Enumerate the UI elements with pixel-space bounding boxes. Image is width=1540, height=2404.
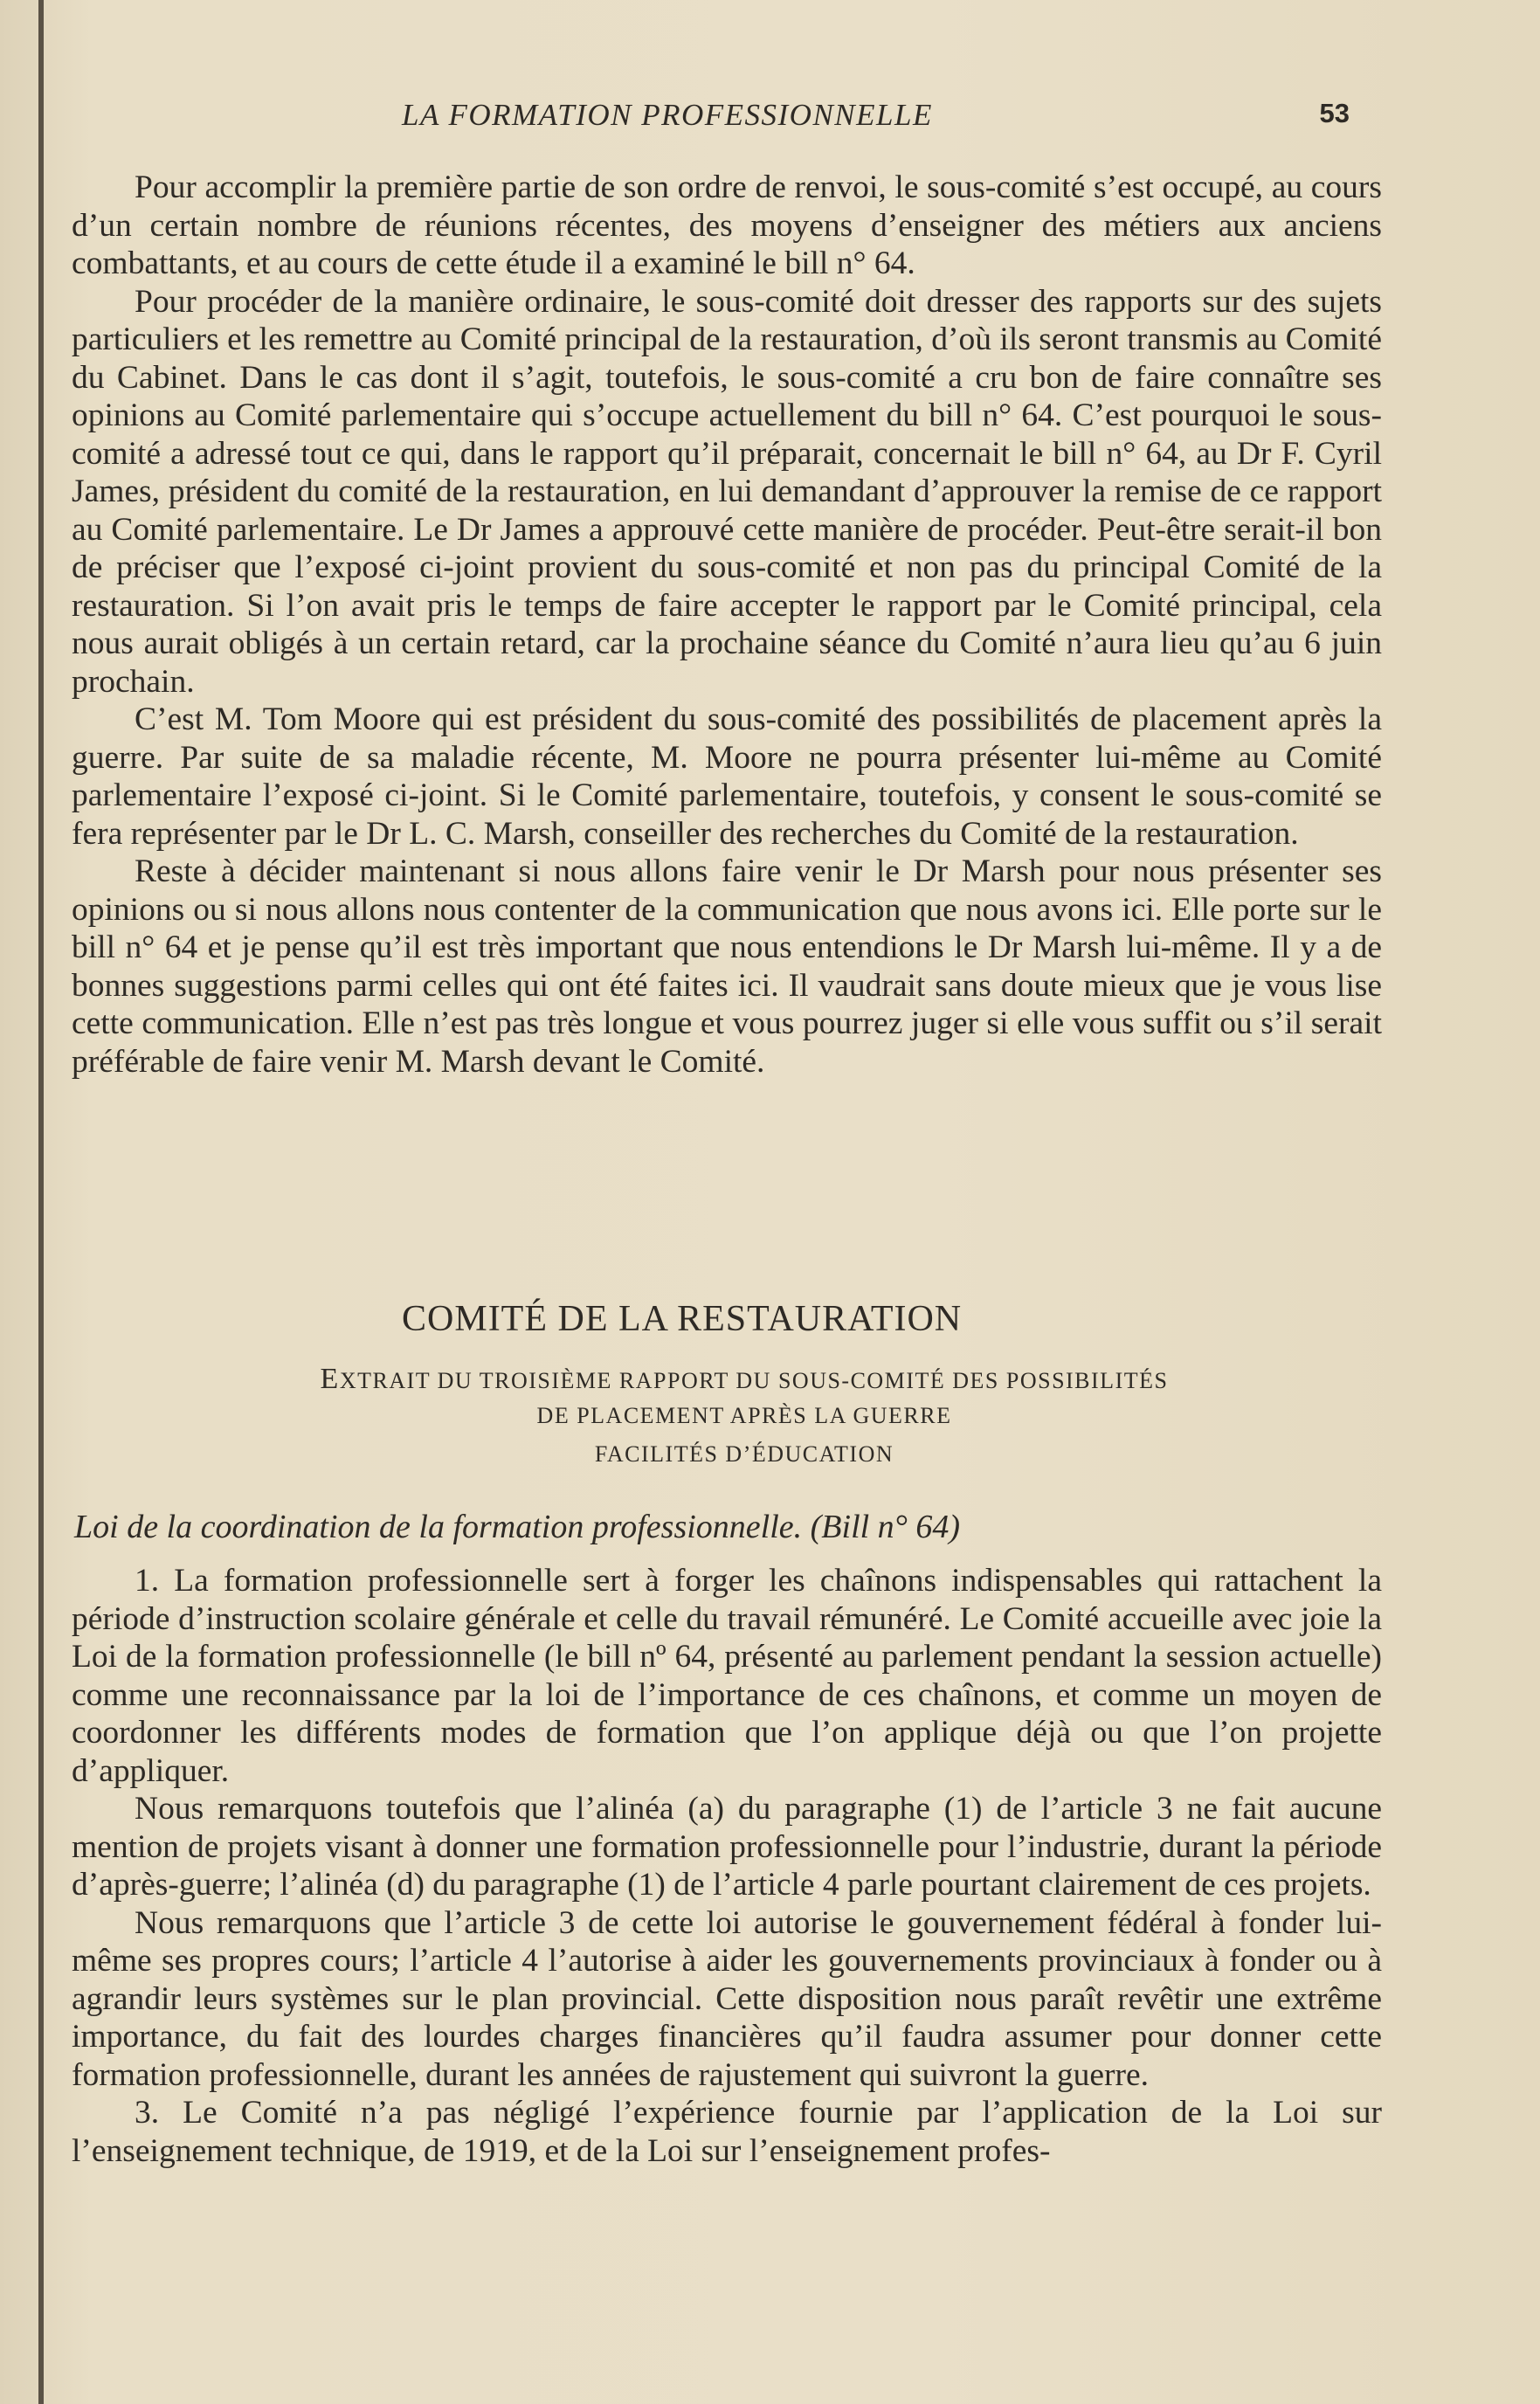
- body-text-bottom: [72, 1562, 1382, 2170]
- page-binding-edge: [38, 0, 44, 2404]
- extract-heading-line-2: DE PLACEMENT APRÈS LA GUERRE: [536, 1403, 952, 1428]
- running-head: [402, 98, 1459, 142]
- extract-heading-initial: E: [320, 1363, 340, 1395]
- paragraph: C’est M. Tom Moore qui est président du sous-comité des possibilités de placement après la guerre. Par suite de sa maladie récente, M. Moore ne pourra présenter lui-même au Comité parlementaire l’exposé ci-joint. Si le Comité parlementaire, toutefois, y consent le sous-comité se fera représenter par le Dr L. C. Marsh, conseiller des recherches du Comité de la restauration.: [72, 701, 1382, 852]
- running-title: LA FORMATION PROFESSIONNELLE: [402, 98, 933, 132]
- paragraph: Nous remarquons que l’article 3 de cette loi autorise le gouvernement fédéral à fonder lui-même ses propres cours; l’article 4 l’autorise à aider les gouvernements provinciaux à fonder ou à agrandir leurs systèmes sur le plan provincial. Cette disposition nous paraît revêtir une extrême importance, du fait des lourdes charges financières qu’il faudra assumer pour donner cette formation professionnelle, durant les années de rajustement qui suivront la guerre.: [72, 1904, 1382, 2093]
- body-text-top: [72, 169, 1382, 1081]
- paragraph: Pour procéder de la manière ordinaire, le sous-comité doit dresser des rapports sur des sujets particuliers et les remettre au Comité principal de la restauration, d’où ils seront transmis au Comité du Cabinet. Dans le cas dont il s’agit, toutefois, le sous-comité a cru bon de faire connaître ses opinions au Comité parlementaire qui s’occupe actuellement du bill n° 64. C’est pourquoi le sous-comité a adressé tout ce qui, dans le rapport qu’il préparait, concernait le bill n° 64, au Dr F. Cyril James, président du comité de la restauration, en lui demandant d’approuver la remise de ce rapport au Comité parlementaire. Le Dr James a approuvé cette manière de procéder. Peut-être serait-il bon de préciser que l’exposé ci-joint provient du sous-comité et non pas du principal Comité de la restauration. Si l’on avait pris le temps de faire accepter le rapport par le Comité principal, cela nous aurait obligés à un certain retard, car la prochaine séance du Comité n’aura lieu qu’au 6 juin prochain.: [72, 283, 1382, 700]
- extract-heading-text: XTRAIT DU TROISIÈME RAPPORT DU SOUS-COMITÉ DES POSSIBILITÉS: [339, 1368, 1169, 1393]
- paragraph: 1. La formation professionnelle sert à forger les chaînons indispensables qui rattachent la période d’instruction scolaire générale et celle du travail rémunéré. Le Comité accueille avec joie la Loi de la formation professionnelle (le bill nº 64, présenté au parlement pendant la session actuelle) comme une reconnaissance par la loi de l’importance de ces chaînons, et comme un moyen de coordonner les différents modes de formation que l’on applique déjà ou que l’on projette d’appliquer.: [72, 1563, 1382, 1789]
- paragraph: Reste à décider maintenant si nous allons faire venir le Dr Marsh pour nous présenter ses opinions ou si nous allons nous contenter de la communication que nous avons ici. Elle porte sur le bill n° 64 et je pense qu’il est très important que nous entendions le Dr Marsh lui-même. Il y a de bonnes suggestions parmi celles qui ont été faites ici. Il vaudrait sans doute mieux que je vous lise cette communication. Elle n’est pas très longue et vous pourrez juger si elle vous suffit ou s’il serait préférable de faire venir M. Marsh devant le Comité.: [72, 853, 1382, 1080]
- extract-heading: [72, 1363, 1417, 1396]
- paragraph: Nous remarquons toutefois que l’alinéa (a) du paragraphe (1) de l’article 3 ne fait aucune mention de projets visant à donner une formation professionnelle pour l’industrie, durant la période d’après-guerre; l’alinéa (d) du paragraphe (1) de l’article 4 parle pourtant clairement de ces projets.: [72, 1791, 1382, 1903]
- extract-heading-line-3: FACILITÉS D’ÉDUCATION: [594, 1441, 894, 1467]
- law-title: Loi de la coordination de la formation professionnelle. (Bill n° 64): [74, 1509, 961, 1545]
- page-number: 53: [1319, 98, 1350, 128]
- paragraph: 3. Le Comité n’a pas négligé l’expérience fournie par l’application de la Loi sur l’enseignement technique, de 1919, et de la Loi sur l’enseignement profes-: [72, 2095, 1382, 2169]
- paragraph: Pour accomplir la première partie de son ordre de renvoi, le sous-comité s’est occupé, au cours d’un certain nombre de réunions récentes, des moyens d’enseigner des métiers aux anciens combattants, et au cours de cette étude il a examiné le bill n° 64.: [72, 169, 1382, 281]
- section-title: COMITÉ DE LA RESTAURATION: [402, 1299, 963, 1339]
